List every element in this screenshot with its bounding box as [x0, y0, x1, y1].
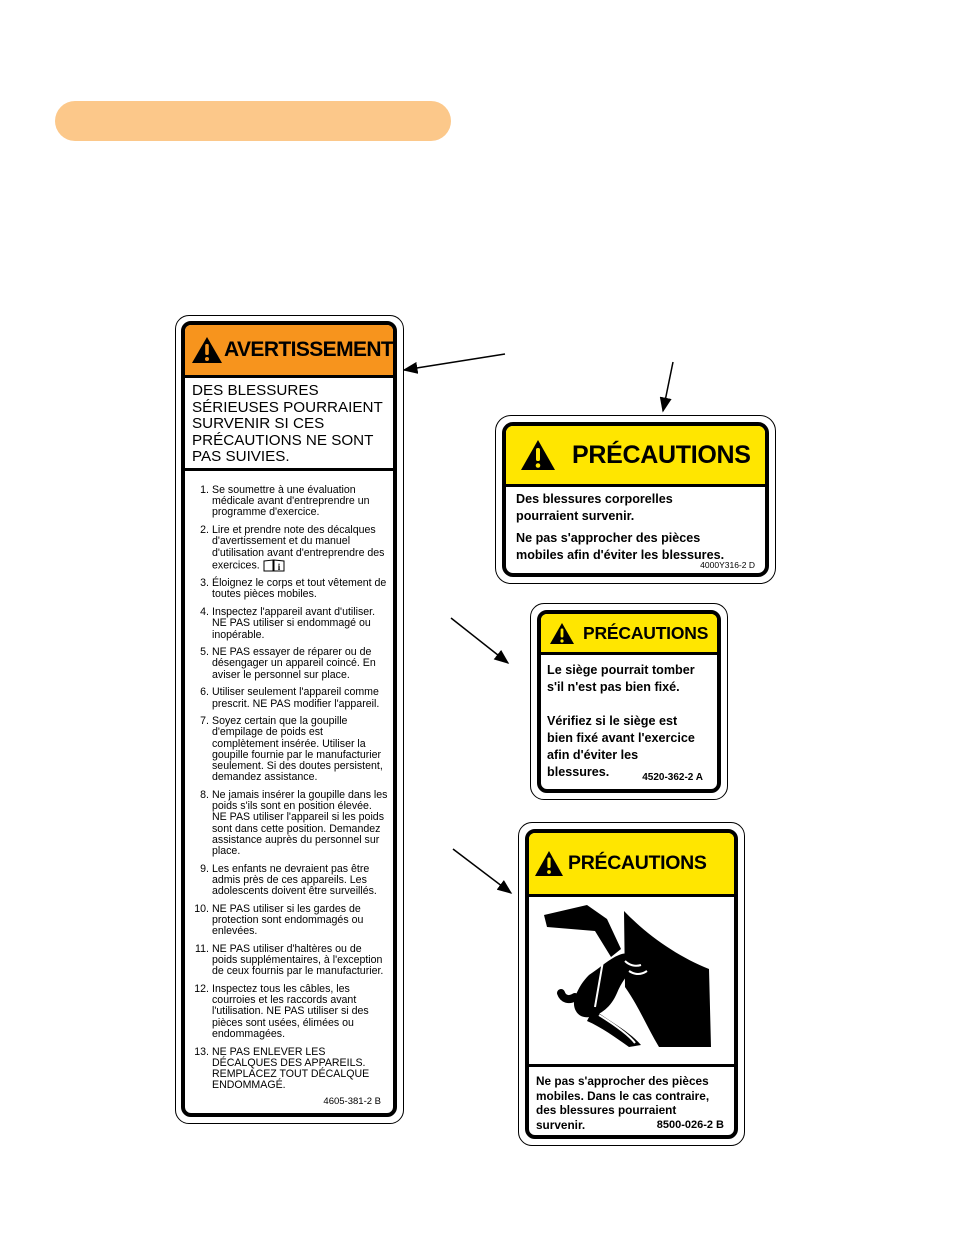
warning-item-number: 8. [200, 788, 209, 801]
warning-item-text: Utiliser seulement l'appareil comme prescrit. NE PAS modifier l'appareil. [212, 686, 380, 710]
warning-item [189, 944, 389, 978]
warning-item [189, 607, 389, 641]
caution-1-code: 4000Y316-2 D [700, 560, 755, 570]
warning-item [189, 984, 389, 1040]
warning-item [189, 687, 389, 709]
warning-item [189, 864, 389, 898]
warning-headline: DES BLESSURES SÉRIEUSES POURRAIENT SURVENIR SI CES PRÉCAUTIONS NE SONT PAS SUIVIES. [185, 378, 393, 471]
warning-item-text: Ne jamais insérer la goupille dans les poids s'ils sont en position élevée. NE PAS utiliser l'appareil si les poids sont dans cette position. Demandez assistance auprès du personnel sur place. [212, 788, 388, 857]
warning-item-text: NE PAS ENLEVER LES DÉCALQUES DES APPAREILS. REMPLACEZ TOUT DÉCALQUE ENDOMMAGÉ. [212, 1045, 370, 1092]
svg-text:i: i [277, 561, 280, 572]
warning-triangle-icon [191, 336, 223, 364]
warning-item-number: 7. [200, 715, 209, 728]
caution-2-code: 4520-362-2 A [642, 772, 703, 783]
warning-item-number: 2. [200, 524, 209, 537]
warning-item-number: 1. [200, 484, 209, 496]
warning-item-text: NE PAS essayer de réparer ou de désengager un appareil coincé. En aviser le personnel sur place. [212, 646, 376, 681]
warning-item-number: 5. [200, 646, 209, 659]
warning-title: AVERTISSEMENT [224, 338, 394, 361]
caution-2-title: PRÉCAUTIONS [583, 622, 709, 643]
warning-item-number: 9. [200, 862, 209, 875]
caution-1-header [506, 426, 765, 487]
warning-item-text: NE PAS utiliser si les gardes de protection sont endommagés ou enlevées. [212, 902, 364, 938]
warning-item-number: 12. [194, 983, 209, 996]
warning-item-number: 10. [194, 902, 209, 915]
warning-item [189, 904, 389, 938]
warning-item [189, 790, 389, 857]
warning-item-number: 6. [200, 686, 209, 699]
caution-3-title: PRÉCAUTIONS [568, 852, 707, 874]
warning-item-number: 13. [194, 1045, 209, 1058]
warning-item-text: NE PAS utiliser d'haltères ou de poids supplémentaires, à l'exception de ceux fournis par le manufacturier. [212, 942, 384, 978]
warning-label [175, 315, 404, 1124]
caution-label-1 [495, 415, 776, 584]
warning-item-number: 4. [200, 606, 209, 619]
warning-item-number: 11. [195, 942, 209, 955]
warning-item [189, 647, 389, 681]
warning-item [189, 716, 389, 783]
warning-item [189, 525, 389, 572]
hand-crush-icon [529, 897, 734, 1063]
arrow-to-warning [404, 354, 505, 370]
warning-item-text: Les enfants ne devraient pas être admis près de ces appareils. Les adolescents doivent être surveillés. [212, 862, 377, 898]
caution-triangle-icon [534, 850, 564, 877]
warning-item-text: Lire et prendre note des décalques d'avertissement et du manuel d'utilisation avant d'entreprendre des exercices. i [212, 524, 385, 572]
warning-item [189, 1047, 389, 1092]
caution-triangle-icon [549, 622, 575, 645]
warning-item-text: Soyez certain que la goupille d'empilage de poids est complètement insérée. Utiliser la goupille fournie par le manufacturier seulement. Si des doutes persistent, demandez assistance. [212, 715, 383, 784]
warning-item-text: Éloignez le corps et tout vêtement de toutes pièces mobiles. [212, 577, 387, 601]
caution-3-text: Ne pas s'approcher des pièces mobiles. Dans le cas contraire, des blessures pourraient survenir. [536, 1074, 710, 1132]
caution-3-code: 8500-026-2 B [656, 1119, 724, 1131]
caution-1-title: PRÉCAUTIONS [572, 440, 751, 469]
warning-item-text: Inspectez l'appareil avant d'utiliser. NE PAS utiliser si endommagé ou inopérable. [212, 606, 376, 641]
arrow-to-caution-1 [663, 362, 673, 411]
caution-2-header [541, 614, 717, 655]
warning-header [185, 325, 393, 378]
pinch-hazard-pictogram [529, 897, 734, 1067]
warning-item [189, 578, 389, 600]
manual-book-icon [263, 559, 285, 572]
warning-item-list [185, 471, 393, 1091]
warning-item-text: Se soumettre à une évaluation médicale avant d'entreprendre un programme d'exercice. [212, 484, 370, 519]
caution-triangle-icon [520, 439, 556, 471]
warning-item-number: 3. [200, 577, 209, 590]
caution-2-text: Le siège pourrait tomber s'il n'est pas bien fixé. Vérifiez si le siège est bien fixé avant l'exercice afin d'éviter les blessures. [547, 663, 695, 779]
caution-1-text: Des blessures corporelles pourraient survenir. Ne pas s'approcher des pièces mobiles afin d'éviter les blessures. [516, 492, 725, 562]
arrow-to-caution-3 [453, 849, 511, 893]
caution-label-2 [530, 603, 728, 800]
caution-label-3 [518, 822, 745, 1146]
arrow-to-caution-2 [451, 618, 508, 663]
warning-item-text: Inspectez tous les câbles, les courroies et les raccords avant l'utilisation. NE PAS utiliser si des pièces sont usées, élimées ou endommagées. [212, 983, 369, 1040]
caution-3-header [529, 833, 734, 897]
warning-code: 4605-381-2 B [323, 1096, 381, 1107]
warning-item [189, 485, 389, 519]
